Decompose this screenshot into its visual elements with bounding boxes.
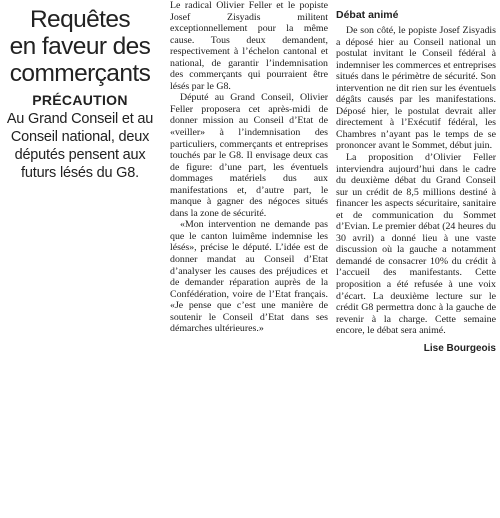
paragraph: Le radical Olivier Feller et le popiste Josef Zisyadis militent exceptionnellement pour la même cause. Tous deux demandent, respectivement à l’échelon cantonal et national, de garantir l’indemnisation des commerçants qui pourraient être lésés par le G8. (170, 0, 328, 92)
headline-line-1: Requêtes (29, 6, 131, 33)
paragraph: «Mon intervention ne demande pas que le canton luimême indemnise les lésés», précise le député. L’idée est de donner mandat au Conseil d’Etat d’analyser les causes des préjudices et de demander réparation auprès de la Confédération, voire de l’Etat français. «Je pense que c’est une manière de soutenir le Conseil d’Etat dans ses démarches ultérieures.» (170, 219, 328, 335)
byline: Lise Bourgeois (423, 342, 496, 354)
paragraph: Député au Grand Conseil, Olivier Feller proposera cet après-midi de donner mission au Conseil d’Etat de «veiller» à l’indemnisation des particuliers, commerçants et entreprises touchés par le G8. Il envisage deux cas de figure: d’une part, les éventuels dommages matériels dus aux manifestations et, d’autre part, le manque à gagner des négoces situés dans la zone de sécurité. (170, 92, 328, 219)
headline-line-3: commerçants (9, 60, 151, 87)
subhead: Débat animé (336, 9, 399, 21)
deck: Au Grand Conseil et au Conseil national, deux députés pensent aux futurs lésés du G8. (6, 111, 154, 181)
headline-line-2: en faveur des (9, 33, 151, 60)
paragraph: De son côté, le popiste Josef Zisyadis a déposé hier au Conseil national un postulat invitant le Conseil fédéral à indemniser les commerces et entreprises situés dans le périmètre de sécurité. Son intervention ne dit rien sur les éventuels dégâts causés par les manifestations. Déposé hier, le postulat devrait aller directement à l’Exécutif fédéral, les Chambres n’ayant pas le temps de se prononcer avant le Sommet, début juin. (336, 25, 496, 152)
headline-column (0, 0, 160, 182)
kicker: PRÉCAUTION (32, 92, 128, 108)
headline (0, 6, 160, 87)
article-column-3 (336, 0, 496, 354)
article-column-2 (170, 0, 328, 335)
paragraph: La proposition d’Olivier Feller interviendra aujourd’hui dans le cadre du deuxième débat du Grand Conseil sur un crédit de 8,5 millions destiné à financer les aspects sécuritaire, sanitaire et de communication du Sommet d’Evian. Le premier débat (24 heures du 30 avril) a donné lieu à une vaste discussion où la gauche a notamment demandé de consacrer 10% du crédit à l’accueil des manifestants. Cette proposition a été refusée à une voix d’écart. La deuxième lecture sur le crédit G8 permettra donc à la gauche de revenir à la charge. Cette semaine encore, le débat sera animé. (336, 152, 496, 337)
